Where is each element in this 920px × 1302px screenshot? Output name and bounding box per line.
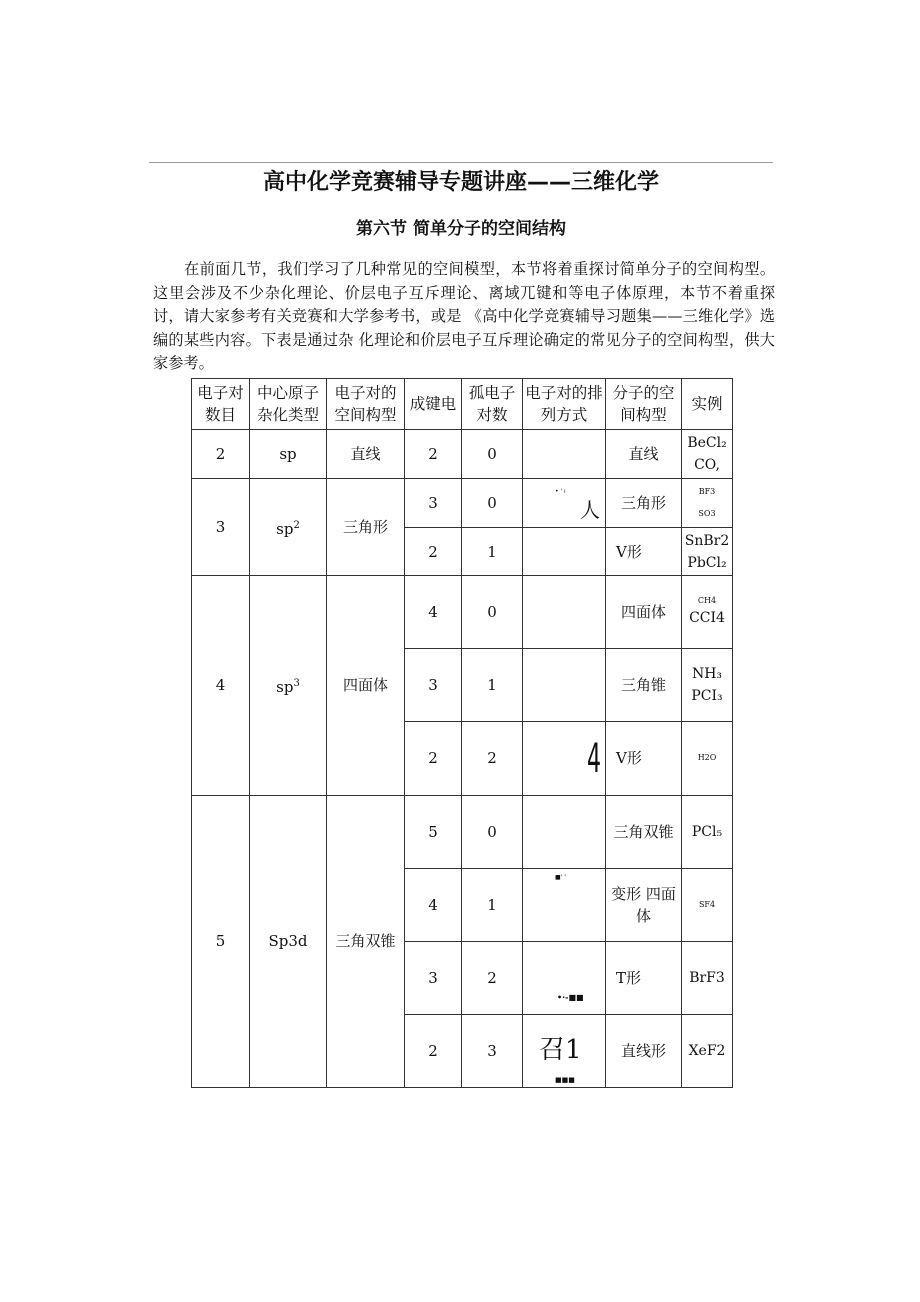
header-bonding-pairs: 成键电	[405, 379, 462, 430]
dots-icon: ■' '	[555, 873, 566, 881]
lone-count-cell: 1	[462, 649, 523, 722]
dots-icon: ■■■	[555, 1075, 575, 1084]
example-cell	[682, 868, 733, 941]
hybrid-cell: Sp3d	[250, 795, 327, 1087]
header-examples: 实例	[682, 379, 733, 430]
example-cell	[682, 479, 733, 528]
hybrid-superscript: 3	[293, 677, 300, 689]
example-formula: PCI₃	[691, 688, 723, 705]
example-formula: XeF2	[688, 1042, 726, 1059]
example-cell	[682, 649, 733, 722]
geometry-cell: 三角锥	[606, 649, 682, 722]
example-formula: CCI4	[689, 610, 725, 627]
lone-count-cell: 0	[462, 430, 523, 479]
hybrid-cell: sp	[250, 430, 327, 479]
table-row	[192, 479, 733, 528]
arrangement-cell	[523, 868, 606, 941]
pair-geometry-cell: 三角形	[327, 479, 405, 576]
example-cell	[682, 722, 733, 795]
header-molecular-shape: 分子的空间构型	[606, 379, 682, 430]
table-row	[192, 430, 733, 479]
document-title: 高中化学竞赛辅导专题讲座——三维化学	[262, 170, 659, 195]
bond-count-cell: 2	[405, 528, 462, 576]
bond-count-cell: 2	[405, 430, 462, 479]
lone-count-cell: 1	[462, 868, 523, 941]
bond-count-cell: 2	[405, 1014, 462, 1087]
pair-geometry-cell: 直线	[327, 430, 405, 479]
header-arrangement: 电子对的排列方式	[523, 379, 606, 430]
example-formula: SO3	[698, 509, 716, 519]
pair-geometry-cell: 四面体	[327, 576, 405, 795]
example-formula: PbCl₂	[687, 554, 727, 571]
molecular-structure-table	[191, 378, 733, 1088]
example-cell	[682, 430, 733, 479]
example-formula: BF3	[698, 487, 716, 497]
header-electron-pairs: 电子对数目	[192, 379, 250, 430]
pairs-cell: 4	[192, 576, 250, 795]
lone-count-cell: 2	[462, 941, 523, 1014]
dots-icon: •·-■■	[557, 992, 584, 1002]
lone-count-cell: 0	[462, 479, 523, 528]
example-formula: CH4	[697, 596, 717, 606]
geometry-cell: V形	[606, 528, 682, 576]
dots-icon: • ' ı	[555, 488, 566, 496]
bond-count-cell: 5	[405, 795, 462, 868]
geometry-cell: 三角双锥	[606, 795, 682, 868]
example-cell	[682, 576, 733, 649]
arrangement-cell	[523, 528, 606, 576]
example-cell	[682, 1014, 733, 1087]
hybrid-cell	[250, 479, 327, 576]
arrangement-cell	[523, 649, 606, 722]
geometry-cell: 直线	[606, 430, 682, 479]
example-formula: CO,	[694, 457, 720, 474]
header-lone-pairs: 孤电子对数	[462, 379, 523, 430]
lone-count-cell: 3	[462, 1014, 523, 1087]
geometry-cell: 三角形	[606, 479, 682, 528]
pairs-cell: 3	[192, 479, 250, 576]
arrangement-cell	[523, 941, 606, 1014]
hybrid-cell	[250, 576, 327, 795]
example-formula: NH₃	[691, 666, 723, 683]
hybrid-base: sp	[276, 677, 294, 696]
bond-count-cell: 4	[405, 576, 462, 649]
pairs-cell: 2	[192, 430, 250, 479]
example-formula: SF4	[698, 899, 716, 909]
lone-count-cell: 1	[462, 528, 523, 576]
arrangement-cell	[523, 795, 606, 868]
geometry-cell: V形	[606, 722, 682, 795]
arrangement-glyph: 人	[580, 498, 600, 523]
lone-count-cell: 0	[462, 576, 523, 649]
arrangement-glyph: 召1	[539, 1034, 582, 1065]
bond-count-cell: 3	[405, 649, 462, 722]
pair-geometry-cell: 三角双锥	[327, 795, 405, 1087]
geometry-cell: 四面体	[606, 576, 682, 649]
example-formula: SnBr2	[684, 532, 730, 549]
example-cell	[682, 795, 733, 868]
example-formula: H2O	[697, 753, 717, 763]
example-cell	[682, 528, 733, 576]
example-formula: PCl₅	[691, 823, 723, 840]
arrangement-cell	[523, 479, 606, 528]
arrangement-glyph: 4	[587, 736, 601, 783]
bond-count-cell: 3	[405, 941, 462, 1014]
pairs-cell: 5	[192, 795, 250, 1087]
lone-count-cell: 0	[462, 795, 523, 868]
bond-count-cell: 2	[405, 722, 462, 795]
lone-count-cell: 2	[462, 722, 523, 795]
intro-paragraph: 在前面几节，我们学习了几种常见的空间模型，本节将着重探讨简单分子的空间构型。这里会涉及不少杂化理论、价层电子互斥理论、离域兀键和等电子体原理，本节不着重探讨，请大家参考有关竞赛和大学参考书，或是 《高中化学竞赛辅导习题集——三维化学》选编的某些内容。下表是通过杂 化理论和价层电子互斥理论确定的常见分子的空间构型，供大家参考。	[153, 260, 775, 372]
example-formula: BrF3	[689, 969, 725, 986]
arrangement-cell	[523, 722, 606, 795]
section-title: 第六节 简单分子的空间结构	[356, 219, 566, 239]
bond-count-cell: 3	[405, 479, 462, 528]
hybrid-base: sp	[276, 519, 294, 538]
example-formula: BeCl₂	[687, 435, 727, 452]
arrangement-cell	[523, 430, 606, 479]
header-pair-geometry: 电子对的空间构型	[327, 379, 405, 430]
header-hybridization: 中心原子杂化类型	[250, 379, 327, 430]
bond-count-cell: 4	[405, 868, 462, 941]
arrangement-cell	[523, 576, 606, 649]
geometry-cell: 直线形	[606, 1014, 682, 1087]
header-rule	[149, 162, 773, 163]
geometry-cell: T形	[606, 941, 682, 1014]
hybrid-superscript: 2	[293, 519, 300, 531]
geometry-cell: 变形 四面体	[606, 868, 682, 941]
table-row	[192, 795, 733, 868]
arrangement-cell	[523, 1014, 606, 1087]
table-header-row	[192, 379, 733, 430]
table-row	[192, 576, 733, 649]
example-cell	[682, 941, 733, 1014]
